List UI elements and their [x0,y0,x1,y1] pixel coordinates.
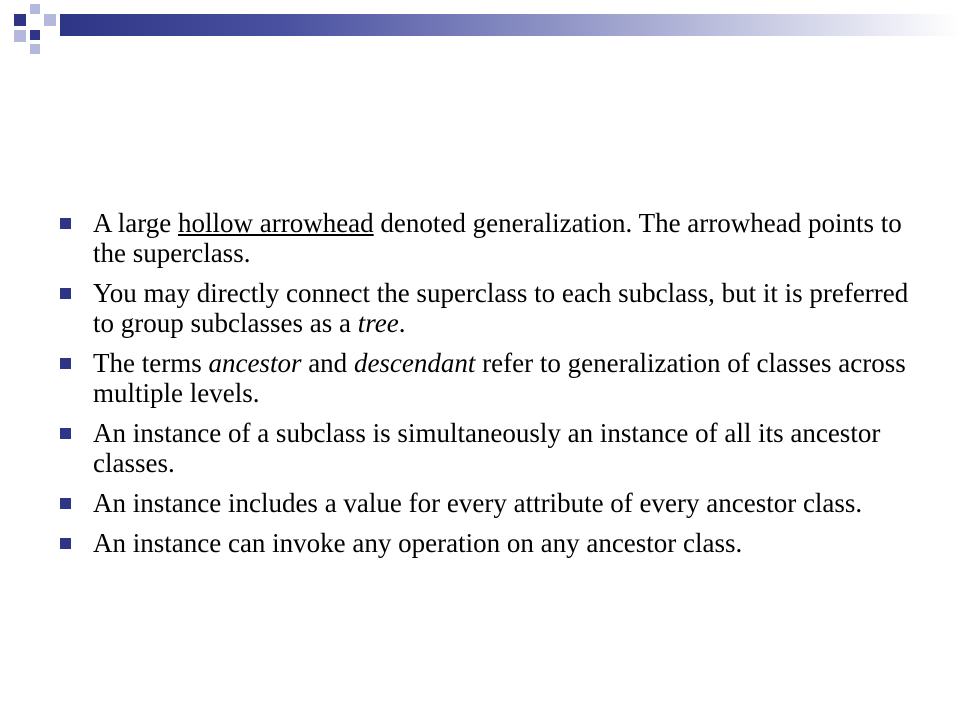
deco-square [30,44,40,54]
deco-square [14,14,26,26]
text-segment: . [398,308,406,338]
square-bullet-icon [60,218,71,229]
bullet-text [93,348,920,408]
bullet-text [93,528,920,558]
square-bullet-icon [60,358,71,369]
deco-square [44,14,56,26]
text-segment: A large [93,208,178,238]
bullet-item [60,348,920,408]
deco-square [30,4,40,14]
text-segment: tree [357,308,399,338]
header-decoration [0,0,960,60]
deco-square [30,30,40,40]
text-segment: hollow arrowhead [177,208,374,238]
bullet-text [93,278,920,338]
text-segment: refer to generalization of classes across multiple levels. [93,348,906,408]
text-segment: An instance can invoke any operation on any ancestor class. [93,528,743,558]
text-segment: ancestor [208,348,302,378]
text-segment: An instance of a subclass is simultaneously an instance of all its ancestor classes. [93,418,881,478]
deco-square [14,30,26,42]
bullet-item [60,528,920,558]
bullet-item [60,208,920,268]
bullet-item [60,488,920,518]
bullet-text [93,208,920,268]
bullet-text [93,488,920,518]
bullet-text [93,418,920,478]
bullet-item [60,278,920,338]
square-bullet-icon [60,428,71,439]
bullet-list [60,208,920,568]
text-segment: The terms [93,348,209,378]
text-segment: denoted generalization. The arrowhead points to the superclass. [93,208,902,268]
bullet-item [60,418,920,478]
text-segment: descendant [353,348,476,378]
square-bullet-icon [60,538,71,549]
text-segment: You may directly connect the superclass to each subclass, but it is preferred to group subclasses as a [93,278,909,338]
text-segment: An instance includes a value for every attribute of every ancestor class. [93,488,863,518]
square-bullet-icon [60,288,71,299]
square-bullet-icon [60,498,71,509]
text-segment: and [301,348,354,378]
header-gradient-bar [60,14,960,36]
